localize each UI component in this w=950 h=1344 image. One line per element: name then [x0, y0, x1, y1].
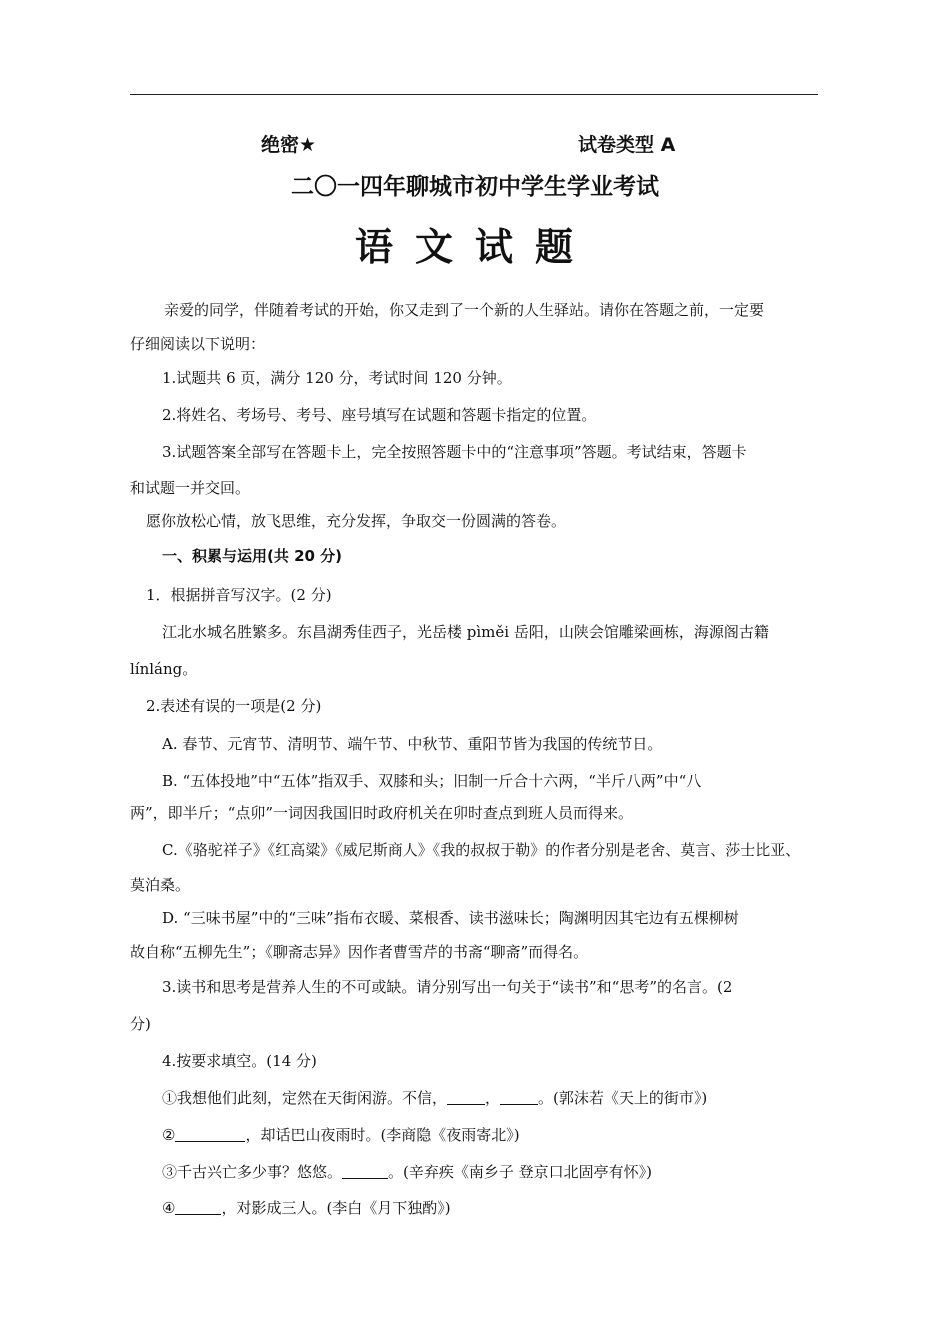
intro-rule-2: 2.将姓名、考场号、考号、座号填写在试题和答题卡指定的位置。 — [162, 406, 597, 424]
q4-item-1-text-c: 。(郭沫若《天上的街市》) — [538, 1089, 708, 1107]
q1-text-line1: 江北水城名胜繁多。东昌湖秀佳西子，光岳楼 pìměi 岳阳，山陕会馆雕梁画栋，海源阁古籍 — [162, 623, 769, 641]
exam-title: 二〇一四年聊城市初中学生学业考试 — [291, 174, 659, 200]
q4-item-2-text-b: ，却话巴山夜雨时。(李商隐《夜雨寄北》) — [245, 1126, 520, 1144]
q1-text-line2: línláng。 — [130, 660, 198, 678]
q4-item-1 — [162, 1088, 707, 1108]
q4-item-4-text-a: ④ — [162, 1199, 176, 1217]
q2-option-d-line1: D. “三味书屋”中的“三味”指布衣暖、菜根香、读书滋味长；陶渊明因其宅边有五棵柳树 — [162, 909, 739, 927]
intro-rule-3-line1: 3.试题答案全部写在答题卡上，完全按照答题卡中的“注意事项”答题。考试结束，答题卡 — [162, 443, 747, 461]
q4-item-1-blank-1[interactable] — [447, 1090, 485, 1105]
q4-item-3-blank[interactable] — [342, 1164, 388, 1179]
q4-item-2-text-a: ② — [162, 1126, 176, 1144]
intro-greeting-line1: 亲爱的同学，伴随着考试的开始，你又走到了一个新的人生驿站。请你在答题之前，一定要 — [164, 301, 765, 319]
q4-item-3-text-b: 。(辛弃疾《南乡子 登京口北固亭有怀》) — [388, 1163, 652, 1181]
q2-stem: 2.表述有误的一项是(2 分) — [146, 697, 322, 715]
q4-item-2-blank[interactable] — [175, 1127, 245, 1142]
q4-stem: 4.按要求填空。(14 分) — [162, 1052, 317, 1070]
section-1-heading: 一、积累与运用(共 20 分) — [162, 547, 343, 565]
q4-item-3 — [162, 1162, 652, 1182]
q4-item-1-text-b: ， — [485, 1089, 501, 1107]
q4-item-4 — [162, 1198, 451, 1218]
q2-option-b-line2: 两”，即半斤；“点卯”一词因我国旧时政府机关在卯时查点到班人员而得来。 — [130, 804, 634, 822]
q2-option-c-line1: C.《骆驼祥子》《红高粱》《威尼斯商人》《我的叔叔于勒》的作者分别是老舍、莫言、莎士比亚、 — [162, 841, 801, 859]
q4-item-1-text-a: ①我想他们此刻，定然在天街闲游。不信， — [162, 1089, 448, 1107]
q3-stem-line2: 分) — [130, 1015, 151, 1033]
q1-stem: 1．根据拼音写汉字。(2 分) — [146, 586, 332, 604]
paper-type-label: 试卷类型 A — [578, 134, 676, 156]
q4-item-3-text-a: ③千古兴亡多少事？悠悠。 — [162, 1163, 343, 1181]
top-rule — [130, 94, 818, 95]
secrecy-label: 绝密★ — [261, 134, 317, 156]
q4-item-4-blank[interactable] — [175, 1200, 221, 1215]
q2-option-b-line1: B. “五体投地”中“五体”指双手、双膝和头；旧制一斤合十六两，“半斤八两”中“八 — [162, 772, 702, 790]
intro-wish: 愿你放松心情，放飞思维，充分发挥，争取交一份圆满的答卷。 — [146, 512, 567, 530]
intro-greeting-line2: 仔细阅读以下说明： — [130, 335, 266, 353]
q4-item-4-text-b: ，对影成三人。(李白《月下独酌》) — [221, 1199, 451, 1217]
intro-rule-1: 1.试题共 6 页，满分 120 分，考试时间 120 分钟。 — [162, 369, 512, 387]
q4-item-2 — [162, 1125, 520, 1145]
q2-option-a: A. 春节、元宵节、清明节、端午节、中秋节、重阳节皆为我国的传统节日。 — [162, 735, 663, 753]
q2-option-c-line2: 莫泊桑。 — [130, 876, 191, 894]
q2-option-d-line2: 故自称“五柳先生”；《聊斋志异》因作者曹雪芹的书斋“聊斋”而得名。 — [130, 943, 589, 961]
q3-stem-line1: 3.读书和思考是营养人生的不可或缺。请分别写出一句关于“读书”和“思考”的名言。(2 — [162, 978, 733, 996]
intro-rule-3-line2: 和试题一并交回。 — [130, 479, 251, 497]
q4-item-1-blank-2[interactable] — [500, 1090, 538, 1105]
subject-title: 语文试题 — [354, 225, 595, 269]
